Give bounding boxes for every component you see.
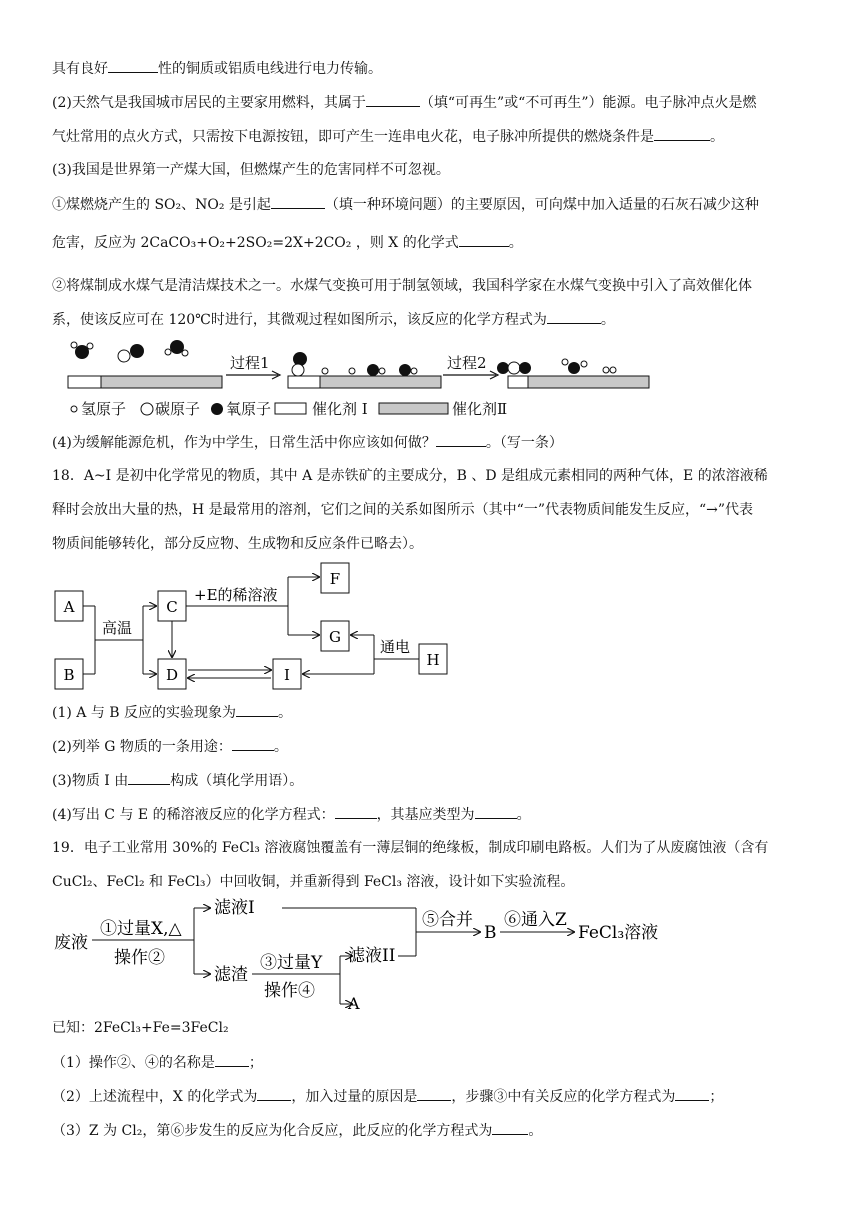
substance-relation-diagram — [52, 560, 462, 700]
legend-hydrogen-swatch — [71, 406, 77, 412]
text: ； — [248, 1055, 263, 1071]
q19-sub-3 — [52, 1120, 542, 1141]
q17-part3-2-line2 — [52, 309, 615, 330]
hydrogen-atom — [322, 368, 328, 374]
process-1-label: 过程1 — [230, 354, 270, 372]
electrolysis-label: 通电 — [380, 638, 411, 656]
catalyst-2-segment — [320, 376, 441, 388]
text: (2)列举 G 物质的一条用途： — [52, 739, 232, 755]
hydrogen-atom — [379, 368, 385, 374]
q18-sub-3 — [52, 770, 303, 791]
process-2-label: 过程2 — [447, 354, 487, 372]
q17-part4 — [52, 432, 563, 453]
text: (3)物质 I 由 — [52, 773, 129, 789]
answer-blank[interactable] — [654, 126, 710, 141]
box-b-label: B — [63, 666, 75, 684]
q17-part3-1-line2 — [52, 232, 523, 253]
text: （填“可再生”或“不可再生”）能源。电子脉冲点火是燃 — [419, 95, 757, 111]
oxygen-atom — [497, 362, 509, 374]
text: ①煤燃烧产生的 SO₂、NO₂ 是引起 — [52, 197, 271, 213]
answer-blank[interactable] — [128, 770, 170, 785]
q18-intro-1: 18．A~I 是初中化学常见的物质，其中 A 是赤铁矿的主要成分，B 、D 是组成元素相同的两种气体，E 的浓溶液稀 — [52, 468, 768, 484]
text: 系，使该反应可在 120℃时进行，其微观过程如图所示，该反应的化学方程式为 — [52, 312, 547, 328]
answer-blank[interactable] — [475, 804, 517, 819]
text: ； — [709, 1089, 724, 1105]
text: （1）操作②、④的名称是 — [52, 1055, 215, 1071]
answer-blank[interactable] — [257, 1086, 291, 1101]
catalyst-2-segment — [101, 376, 222, 388]
answer-blank[interactable] — [436, 432, 486, 447]
legend-hydrogen: 氢原子 — [81, 400, 127, 418]
text: 具有良好 — [52, 61, 108, 77]
product-a-label: A — [348, 994, 360, 1013]
hydrogen-atom — [581, 361, 587, 367]
answer-blank[interactable] — [335, 804, 377, 819]
answer-blank[interactable] — [547, 309, 601, 324]
text: 。 — [600, 312, 615, 328]
text: （填一种环境问题）的主要原因，可向煤中加入适量的石灰石减少这种 — [324, 197, 759, 213]
text: (1) A 与 B 反应的实验现象为 — [52, 705, 237, 721]
answer-blank[interactable] — [232, 736, 274, 751]
answer-blank[interactable] — [108, 58, 158, 73]
text: 。（写一条） — [485, 435, 563, 451]
waste-liquid-label: 废液 — [54, 933, 88, 953]
legend-catalyst-1: 催化剂 I — [312, 400, 368, 418]
legend-catalyst-1-swatch — [275, 403, 306, 414]
filtrate-1-label: 滤液I — [214, 898, 255, 918]
step-3-label: ③过量Y — [260, 953, 323, 973]
oxygen-atom — [399, 364, 411, 376]
q17-part3-2-line1: ②将煤制成水煤气是清洁煤技术之一。水煤气变换可用于制氢领域，我国科学家在水煤气变换中引入了高效催化体 — [52, 278, 752, 294]
step-5-label: ⑤合并 — [422, 910, 473, 930]
box-i-label: I — [284, 666, 290, 684]
oxygen-atom — [519, 362, 531, 374]
fecl3-solution-label: FeCl₃溶液 — [578, 923, 659, 943]
operation-4-label: 操作④ — [264, 981, 315, 1001]
legend-catalyst-2-swatch — [379, 403, 448, 414]
q18-sub-4 — [52, 804, 531, 825]
text: (4)为缓解能源危机，作为中学生，日常生活中你应该如何做？ — [52, 435, 436, 451]
q17-line-1 — [52, 58, 382, 79]
catalysis-process-diagram — [60, 338, 670, 420]
q17-part2-line1 — [52, 92, 756, 113]
box-h-label: H — [426, 651, 440, 669]
text: (2)天然气是我国城市居民的主要家用燃料，其属于 — [52, 95, 366, 111]
answer-blank[interactable] — [366, 92, 420, 107]
text: （3）Z 为 Cl₂，第⑥步发生的反应为化合反应，此反应的化学方程式为 — [52, 1123, 493, 1139]
high-temp-label: 高温 — [102, 619, 133, 637]
text: ，步骤③中有关反应的化学方程式为 — [451, 1089, 676, 1105]
q17-part3-1-line1 — [52, 194, 759, 215]
legend-catalyst-2: 催化剂Ⅱ — [452, 400, 508, 418]
q19-known: 已知：2FeCl₃+Fe=3FeCl₂ — [52, 1020, 229, 1036]
dilute-e-label: +E的稀溶液 — [194, 586, 278, 604]
text: 性的铜质或铝质电线进行电力传输。 — [158, 61, 382, 77]
text: 构成（填化学用语）。 — [170, 773, 304, 789]
text: 。 — [278, 705, 293, 721]
legend-oxygen-swatch — [211, 403, 223, 415]
answer-blank[interactable] — [271, 194, 325, 209]
text: 。 — [710, 129, 724, 145]
text: 气灶常用的点火方式，只需按下电源按钮，即可产生一连串电火花，电子脉冲所提供的燃烧条件是 — [52, 129, 654, 145]
q18-sub-2 — [52, 736, 288, 757]
legend-carbon: 碳原子 — [155, 400, 201, 418]
box-d-label: D — [165, 666, 179, 684]
catalyst-2-segment — [528, 376, 649, 388]
text: 。 — [516, 807, 531, 823]
answer-blank[interactable] — [236, 702, 278, 717]
hydrogen-atom — [562, 359, 568, 365]
q17-part2-line2 — [52, 126, 724, 147]
step-6-label: ⑥通入Z — [504, 910, 567, 930]
text: 危害，反应为 2CaCO₃+O₂+2SO₂=2X+2CO₂ ，则 X 的化学式 — [52, 235, 459, 251]
catalyst-1-segment — [508, 376, 528, 388]
answer-blank[interactable] — [492, 1120, 528, 1135]
text: (4)写出 C 与 E 的稀溶液反应的化学方程式： — [52, 807, 335, 823]
answer-blank[interactable] — [459, 232, 509, 247]
q19-sub-2 — [52, 1086, 723, 1107]
carbon-atom — [508, 362, 520, 374]
oxygen-atom — [367, 364, 379, 376]
residue-label: 滤渣 — [214, 965, 248, 985]
hydrogen-atom — [603, 367, 609, 373]
box-f-label: F — [329, 570, 341, 588]
b-label: B — [484, 923, 497, 943]
legend-oxygen: 氧原子 — [226, 400, 272, 418]
co-molecule — [118, 344, 144, 362]
text: 。 — [273, 739, 288, 755]
box-c-label: C — [166, 598, 178, 616]
q18-intro-3: 物质间能够转化，部分反应物、生成物和反应条件已略去）。 — [52, 536, 423, 552]
q18-sub-1 — [52, 702, 292, 723]
hydrogen-atom — [610, 367, 616, 373]
text: 。 — [508, 235, 523, 251]
text: ，其基应类型为 — [376, 807, 475, 823]
answer-blank[interactable] — [215, 1052, 249, 1067]
operation-2-label: 操作② — [114, 948, 165, 968]
q19-intro-2: CuCl₂、FeCl₂ 和 FeCl₃）中回收铜，并重新得到 FeCl₃ 溶液，设计如下实验流程。 — [52, 874, 575, 890]
filtrate-2-label: 滤液II — [348, 946, 396, 966]
catalyst-1-segment — [68, 376, 101, 388]
q19-sub-1 — [52, 1052, 263, 1073]
oxygen-atom — [568, 362, 580, 374]
answer-blank[interactable] — [675, 1086, 709, 1101]
q18-intro-2: 释时会放出大量的热，H 是最常用的溶剂，它们之间的关系如图所示（其中“一”代表物质间能发生反应，“→”代表 — [52, 502, 754, 518]
text: ，加入过量的原因是 — [291, 1089, 418, 1105]
water-molecule — [165, 340, 188, 356]
catalyst-1-segment — [288, 376, 320, 388]
box-a-label: A — [63, 598, 75, 616]
carbon-atom — [292, 364, 304, 376]
legend-carbon-swatch — [141, 403, 153, 415]
answer-blank[interactable] — [417, 1086, 451, 1101]
text: 。 — [528, 1123, 543, 1139]
hydrogen-atom — [349, 368, 355, 374]
step-1-label: ①过量X,△ — [100, 919, 182, 939]
hydrogen-atom — [411, 368, 417, 374]
water-molecule — [71, 342, 93, 359]
copper-recovery-flowchart — [52, 896, 662, 1014]
q17-part3: (3)我国是世界第一产煤大国，但燃煤产生的危害同样不可忽视。 — [52, 162, 450, 178]
q19-intro-1: 19．电子工业常用 30%的 FeCl₃ 溶液腐蚀覆盖有一薄层铜的绝缘板，制成印刷电路板。人们为了从废腐蚀液（含有 — [52, 840, 769, 856]
text: （2）上述流程中，X 的化学式为 — [52, 1089, 258, 1105]
box-g-label: G — [329, 628, 341, 646]
